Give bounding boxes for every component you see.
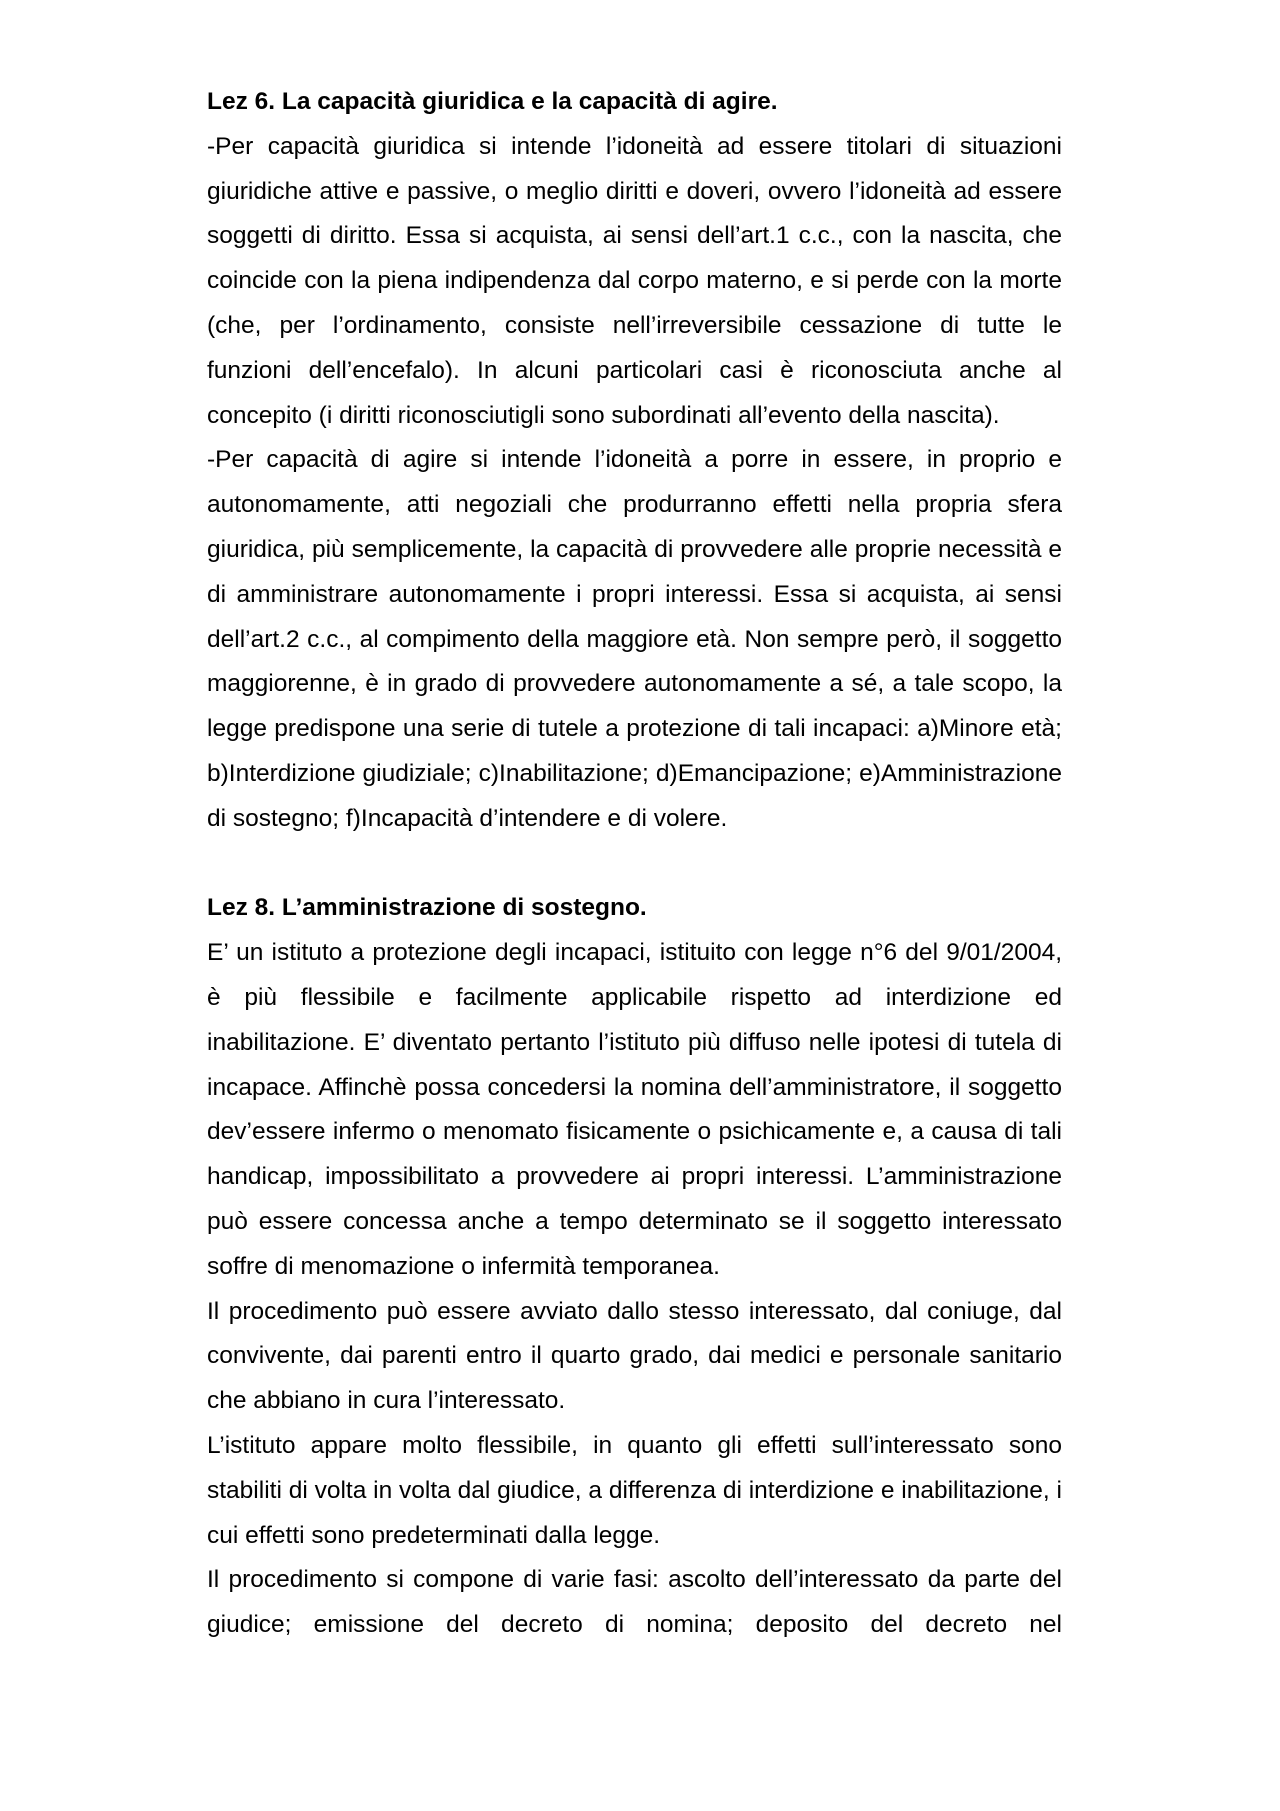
paragraph-istituto-definizione: E’ un istituto a protezione degli incapaci, istituito con legge n°6 del 9/01/2004, è più flessibile e facilmente applicabile rispetto ad interdizione ed inabilitazione. E’ diventato pertanto l’istituto più diffuso nelle ipotesi di tutela di incapace. Affinchè possa concedersi la nomina dell’amministratore, il soggetto dev’essere infermo o menomato fisicamente o psichicamente e, a causa di tali handicap, impossibilitato a provvedere ai propri interessi. L’amministrazione può essere concessa anche a tempo determinato se il soggetto interessato soffre di menomazione o infermità temporanea. xyxy=(207,939,1062,1280)
section-heading-lez-6: Lez 6. La capacità giuridica e la capacità di agire. xyxy=(207,88,778,115)
paragraph-procedimento-avvio: Il procedimento può essere avviato dallo stesso interessato, dal coniuge, dal convivente, dai parenti entro il quarto grado, dai medici e personale sanitario che abbiano in cura l’interessato. xyxy=(207,1297,1062,1415)
section-spacer xyxy=(207,842,1062,887)
paragraph-capacita-giuridica: -Per capacità giuridica si intende l’idoneità ad essere titolari di situazioni giuridiche attive e passive, o meglio diritti e doveri, ovvero l’idoneità ad essere soggetti di diritto. Essa si acquista, ai sensi dell’art.1 c.c., con la nascita, che coincide con la piena indipendenza dal corpo materno, e si perde con la morte (che, per l’ordinamento, consiste nell’irreversibile cessazione di tutte le funzioni dell’encefalo). In alcuni particolari casi è riconosciuta anche al concepito (i diritti riconosciutigli sono subordinati all’evento della nascita). xyxy=(207,132,1062,429)
section-heading-lez-8: Lez 8. L’amministrazione di sostegno. xyxy=(207,894,647,922)
paragraph-fasi-procedimento: Il procedimento si compone di varie fasi: ascolto dell’interessato da parte del giudice; emissione del decreto di nomina; deposito del decreto nel xyxy=(207,1566,1062,1639)
document-page xyxy=(207,80,1062,1648)
paragraph-flessibilita-istituto: L’istituto appare molto flessibile, in quanto gli effetti sull’interessato sono stabiliti di volta in volta dal giudice, a differenza di interdizione e inabilitazione, i cui effetti sono predeterminati dalla legge. xyxy=(207,1431,1062,1549)
paragraph-capacita-di-agire: -Per capacità di agire si intende l’idoneità a porre in essere, in proprio e autonomamente, atti negoziali che produrranno effetti nella propria sfera giuridica, più semplicemente, la capacità di provvedere alle proprie necessità e di amministrare autonomamente i propri interessi. Essa si acquista, ai sensi dell’art.2 c.c., al compimento della maggiore età. Non sempre però, il soggetto maggiorenne, è in grado di provvedere autonomamente a sé, a tale scopo, la legge predispone una serie di tutele a protezione di tali incapaci: a)Minore età; b)Interdizione giudiziale; c)Inabilitazione; d)Emancipazione; e)Amministrazione di sostegno; f)Incapacità d’intendere e di volere. xyxy=(207,446,1062,832)
